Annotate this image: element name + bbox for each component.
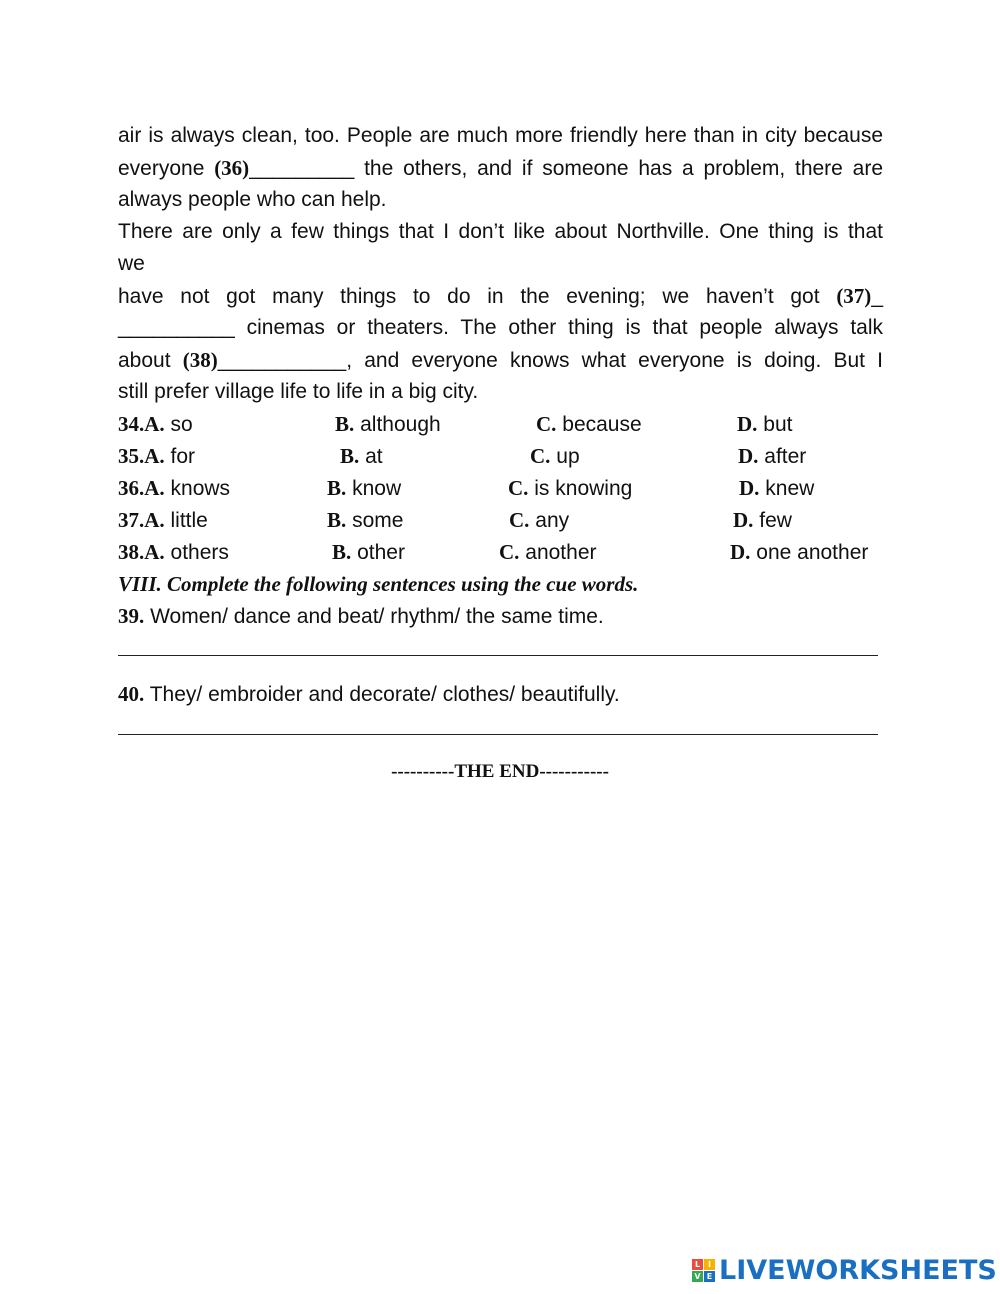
option-d[interactable]: after (764, 445, 807, 468)
passage-line-5: we (118, 252, 145, 275)
option-a[interactable]: others (170, 541, 229, 564)
question-number: 40. (118, 682, 145, 706)
question-40-cue: They/ embroider and decorate/ clothes/ beautifully. (149, 683, 620, 706)
option-a[interactable]: knows (170, 477, 231, 500)
option-a[interactable]: for (170, 445, 196, 468)
logo-icon (692, 1259, 715, 1282)
question-39-cue: Women/ dance and beat/ rhythm/ the same time. (150, 605, 604, 628)
question-39 (118, 600, 883, 632)
option-b-label: B. (335, 412, 355, 436)
logo-text: LIVEWORKSHEETS (719, 1254, 997, 1286)
question-number: 36.A. (118, 476, 165, 500)
question-36 (118, 472, 883, 504)
question-38 (118, 536, 883, 568)
the-end: ----------THE END----------- (391, 761, 609, 782)
option-c[interactable]: up (556, 445, 580, 468)
option-d[interactable]: but (763, 413, 793, 436)
blank-number-37: (37) (836, 284, 872, 308)
passage-line-9: still prefer village life to life in a big city. (118, 380, 479, 403)
option-c-label: C. (509, 508, 530, 532)
logo-letter: V (692, 1271, 703, 1282)
option-b[interactable]: although (360, 413, 441, 436)
blank-36[interactable]: _________ the others, and if someone has a problem, there are (249, 157, 883, 180)
question-37 (118, 504, 883, 536)
passage-line-3: always people who can help. (118, 188, 387, 211)
logo-letter: I (704, 1259, 715, 1270)
option-b[interactable]: know (352, 477, 402, 500)
liveworksheets-logo (692, 1252, 997, 1288)
worksheet-page (118, 120, 883, 632)
passage-line-1: air is always clean, too. People are much more friendly here than in city because (118, 124, 883, 147)
option-b-label: B. (327, 508, 347, 532)
option-b[interactable]: other (357, 541, 405, 564)
option-b[interactable]: some (352, 509, 404, 532)
logo-letter: E (704, 1271, 715, 1282)
option-b-label: B. (332, 540, 352, 564)
option-c-label: C. (499, 540, 520, 564)
blank-number-36: (36) (214, 156, 250, 180)
option-b-label: B. (340, 444, 360, 468)
passage-line-4: There are only a few things that I don’t like about Northville. One thing is that (118, 220, 883, 243)
option-d-label: D. (730, 540, 751, 564)
option-c[interactable]: another (525, 541, 597, 564)
option-d-label: D. (737, 412, 758, 436)
option-d-label: D. (739, 476, 760, 500)
blank-number-38: (38) (182, 348, 218, 372)
answer-line-40[interactable] (118, 734, 878, 735)
option-c-label: C. (536, 412, 557, 436)
question-34 (118, 408, 883, 440)
question-number: 35.A. (118, 444, 165, 468)
section-8-heading: VIII. Complete the following sentences using the cue words. (118, 572, 639, 596)
passage-line-6: have not got many things to do in the evening; we haven’t got (37)_ (118, 284, 883, 308)
option-d-label: D. (738, 444, 759, 468)
question-40-block (118, 678, 883, 710)
question-40 (118, 678, 883, 710)
answer-line-39[interactable] (118, 655, 878, 656)
option-d[interactable]: one another (756, 541, 869, 564)
option-d-label: D. (733, 508, 754, 532)
question-number: 34.A. (118, 412, 165, 436)
blank-38[interactable]: ___________, and everyone knows what everyone is doing. But I (217, 349, 883, 372)
option-d[interactable]: knew (765, 477, 815, 500)
passage-line-7: __________ cinemas or theaters. The other thing is that people always talk (118, 316, 883, 339)
passage-line-2: everyone (36)_________ the others, and if someone has a problem, there are (118, 156, 883, 180)
blank-37-start[interactable]: _ (871, 285, 883, 308)
logo-letter: L (692, 1259, 703, 1270)
option-b-label: B. (327, 476, 347, 500)
question-number: 39. (118, 604, 145, 628)
option-a[interactable]: little (170, 509, 208, 532)
option-a[interactable]: so (170, 413, 193, 436)
option-d[interactable]: few (759, 509, 792, 532)
option-c-label: C. (508, 476, 529, 500)
question-number: 38.A. (118, 540, 165, 564)
question-35 (118, 440, 883, 472)
option-c-label: C. (530, 444, 551, 468)
option-c[interactable]: because (562, 413, 642, 436)
passage-line-8: about (38)___________, and everyone knows what everyone is doing. But I (118, 348, 883, 372)
option-c[interactable]: any (535, 509, 570, 532)
option-c[interactable]: is knowing (534, 477, 633, 500)
question-number: 37.A. (118, 508, 165, 532)
option-b[interactable]: at (365, 445, 383, 468)
